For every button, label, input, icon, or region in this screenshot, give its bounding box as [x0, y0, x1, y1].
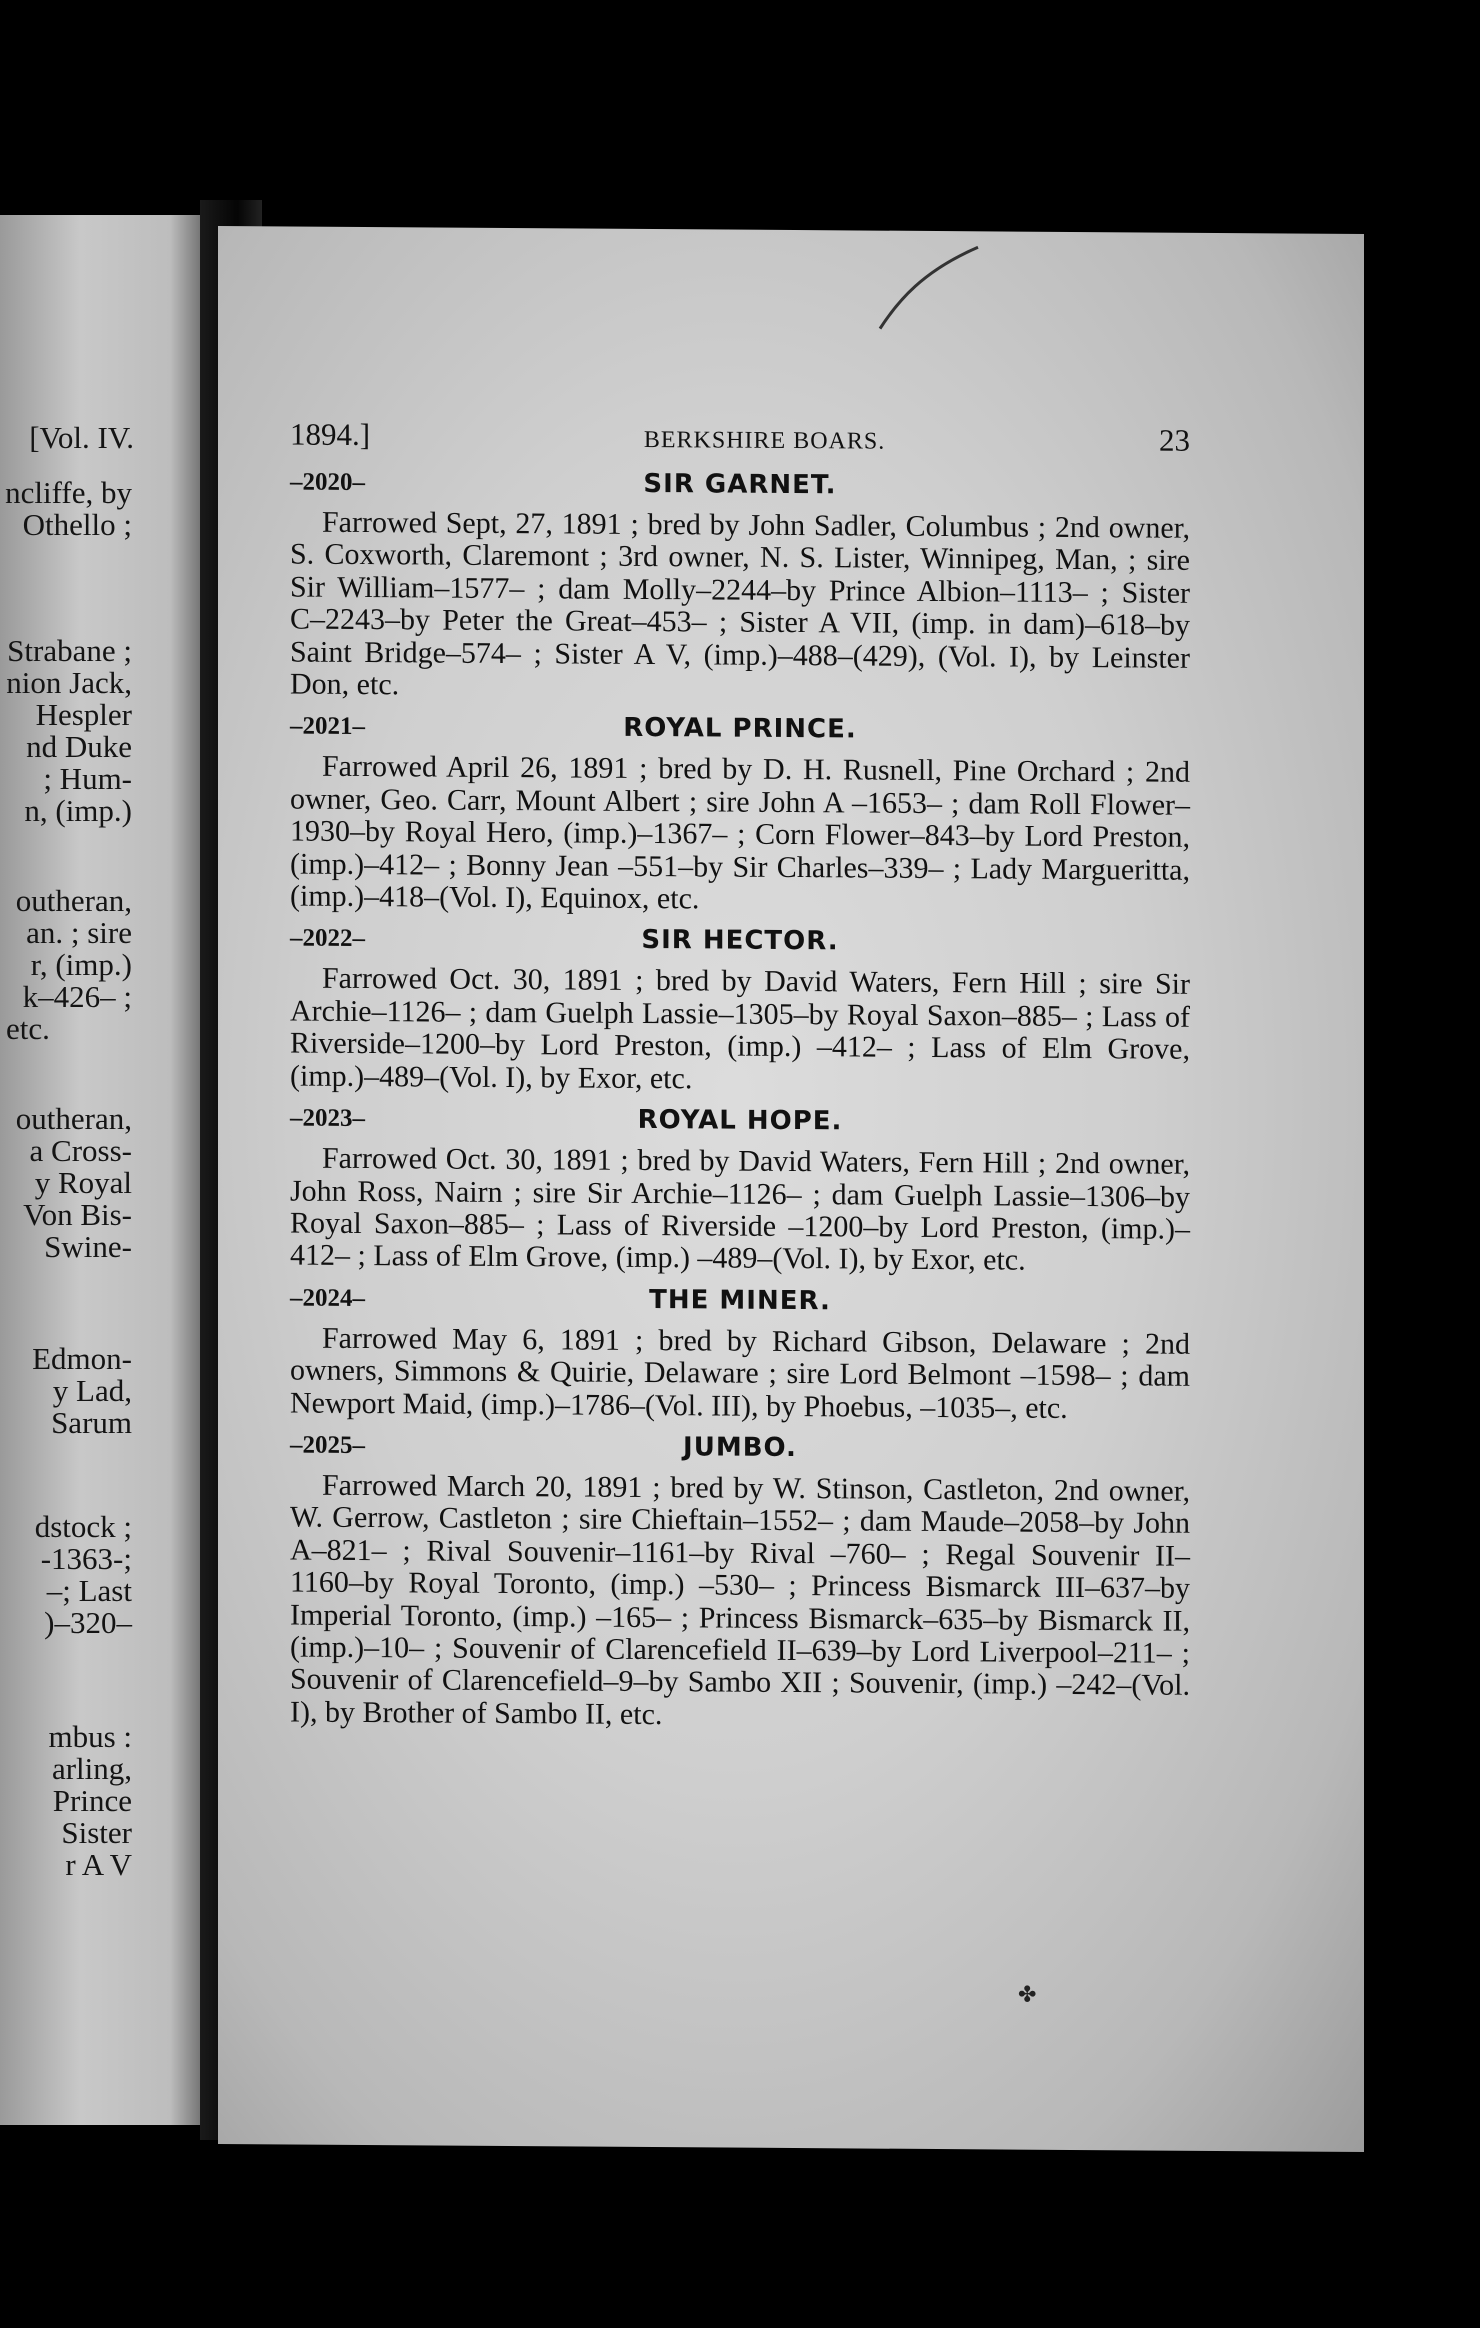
entry-number: –2022– [290, 924, 365, 953]
previous-page-fragment: Strabane ; [7, 633, 132, 668]
entry-pedigree-text: Farrowed March 20, 1891 ; bred by W. Stinson, Castleton, 2nd owner, W. Gerrow, Castleton ; sire Chieftain–1552– ; dam Maude–2058–by John A–821– ; Rival Souvenir–1161–by Rival –760– ; Regal Souvenir II–1160–by Royal Toronto, (imp.) –530– ; Princess Bismarck III–637–by Imperial Toronto, (imp.) –165– ; Princess Bismarck–635–by Bismarck II, (imp.)–10– ; Souvenir of Clarencefield II–639–by Lord Liverpool–211– ; Souvenir of Clarencefield–9–by Sambo XII ; Souvenir, (imp.) –242–(Vol. I), by Brother of Sambo II, etc. [290, 1468, 1190, 1731]
previous-page-fragment: -1363-; [40, 1541, 132, 1576]
entry-pedigree-text: Farrowed Oct. 30, 1891 ; bred by David Waters, Fern Hill ; 2nd owner, John Ross, Nairn ; sire Sir Archie–1126– ; dam Guelph Lassie–1306–by Royal Saxon–885– ; Lass of Riverside –1200–by Lord Preston, (imp.)–412– ; Lass of Elm Grove, (imp.) –489–(Vol. I), by Exor, etc. [290, 1141, 1190, 1277]
previous-page-fragment: a Cross- [29, 1133, 132, 1168]
previous-page-fragment: k–426– ; [22, 979, 132, 1014]
previous-page-fragment: –; Last [46, 1573, 132, 1608]
previous-page-edge [0, 215, 200, 2125]
previous-page-fragment: Othello ; [22, 507, 132, 542]
previous-page-fragment: y Lad, [52, 1373, 132, 1408]
entry-name: JUMBO. [683, 1432, 797, 1463]
entry-name: SIR HECTOR. [641, 925, 839, 957]
entry-number: –2023– [290, 1104, 365, 1133]
previous-page-fragment: r, (imp.) [30, 947, 132, 982]
entry-name: THE MINER. [649, 1284, 831, 1316]
previous-page-fragment: Hespler [35, 697, 132, 732]
entry-name: ROYAL PRINCE. [623, 713, 857, 745]
previous-page-fragment: Sarum [51, 1405, 132, 1440]
entry-pedigree-text: Farrowed May 6, 1891 ; bred by Richard Gibson, Delaware ; 2nd owners, Simmons & Quirie, Delaware ; sire Lord Belmont –1598– ; dam Newport Maid, (imp.)–1786–(Vol. III), by Phoebus, –1035–, etc. [290, 1321, 1190, 1425]
running-head-year: 1894.] [290, 416, 371, 453]
previous-page-fragment: etc. [6, 1011, 50, 1046]
previous-page-header: [Vol. IV. [29, 420, 134, 455]
previous-page-fragment: outheran, [15, 883, 132, 918]
previous-page-fragment: arling, [51, 1751, 132, 1786]
previous-page-fragment: ncliffe, by [5, 475, 132, 510]
registry-entry [290, 1103, 1190, 1279]
previous-page-fragment: Sister [61, 1815, 132, 1850]
running-head-title: BERKSHIRE BOARS. [643, 426, 886, 455]
previous-page-fragment: )–320– [44, 1605, 132, 1640]
previous-page-fragment: Prince [52, 1783, 132, 1818]
entry-name: SIR GARNET. [643, 468, 837, 501]
registry-entry [290, 711, 1190, 919]
pen-stroke-mark [878, 241, 988, 332]
entry-number: –2020– [290, 468, 365, 497]
entry-number: –2025– [290, 1431, 365, 1459]
entry-name: ROYAL HOPE. [637, 1105, 843, 1137]
entry-pedigree-text: Farrowed Sept, 27, 1891 ; bred by John Sadler, Columbus ; 2nd owner, S. Coxworth, Claremont ; 3rd owner, N. S. Lister, Winnipeg, Man, ; sire Sir William–1577– ; dam Molly–2244–by Prince Albion–1113– ; Sister C–2243–by Peter the Great–453– ; Sister A VII, (imp. in dam)–618–by Saint Bridge–574– ; Sister A V, (imp.)–488–(429), (Vol. I), by Leinster Don, etc. [290, 505, 1190, 702]
registry-entry [290, 1429, 1190, 1735]
previous-page-fragment: nion Jack, [6, 665, 132, 700]
entry-number: –2021– [290, 712, 365, 741]
page-number: 23 [1158, 422, 1190, 458]
previous-page-fragment: Swine- [44, 1229, 132, 1264]
book-page [218, 226, 1364, 2152]
registry-entry [290, 467, 1190, 708]
previous-page-fragment: dstock ; [34, 1509, 132, 1544]
page-content [290, 417, 1190, 1745]
entry-pedigree-text: Farrowed April 26, 1891 ; bred by D. H. Rusnell, Pine Orchard ; 2nd owner, Geo. Carr, Mount Albert ; sire John A –1653– ; dam Roll Flower–1930–by Royal Hero, (imp.)–1367– ; Corn Flower–843–by Lord Preston, (imp.)–412– ; Bonny Jean –551–by Sir Charles–339– ; Lady Margueritta, (imp.)–418–(Vol. I), Equinox, etc. [290, 750, 1190, 916]
previous-page-fragment: y Royal [34, 1165, 132, 1200]
running-head [290, 417, 1190, 459]
previous-page-fragment: nd Duke [26, 729, 132, 764]
entry-number: –2024– [290, 1284, 365, 1312]
previous-page-fragment: an. ; sire [26, 915, 132, 950]
entry-pedigree-text: Farrowed Oct. 30, 1891 ; bred by David Waters, Fern Hill ; sire Sir Archie–1126– ; dam Guelph Lassie–1305–by Royal Saxon–885– ; Lass of Riverside–1200–by Lord Preston, (imp.) –412– ; Lass of Elm Grove, (imp.)–489–(Vol. I), by Exor, etc. [290, 962, 1190, 1095]
previous-page-fragment: r A V [65, 1847, 132, 1882]
registry-entry [290, 923, 1190, 1099]
previous-page-fragment: mbus : [48, 1719, 132, 1754]
previous-page-fragment: n, (imp.) [24, 793, 132, 828]
registry-entry [290, 1282, 1190, 1426]
previous-page-fragment: Edmon- [32, 1341, 132, 1376]
previous-page-fragment: Von Bis- [23, 1197, 132, 1232]
previous-page-fragment: ; Hum- [43, 761, 132, 796]
previous-page-fragment: outheran, [15, 1101, 132, 1136]
printer-ornament-mark: ✤ [1018, 1981, 1037, 2007]
